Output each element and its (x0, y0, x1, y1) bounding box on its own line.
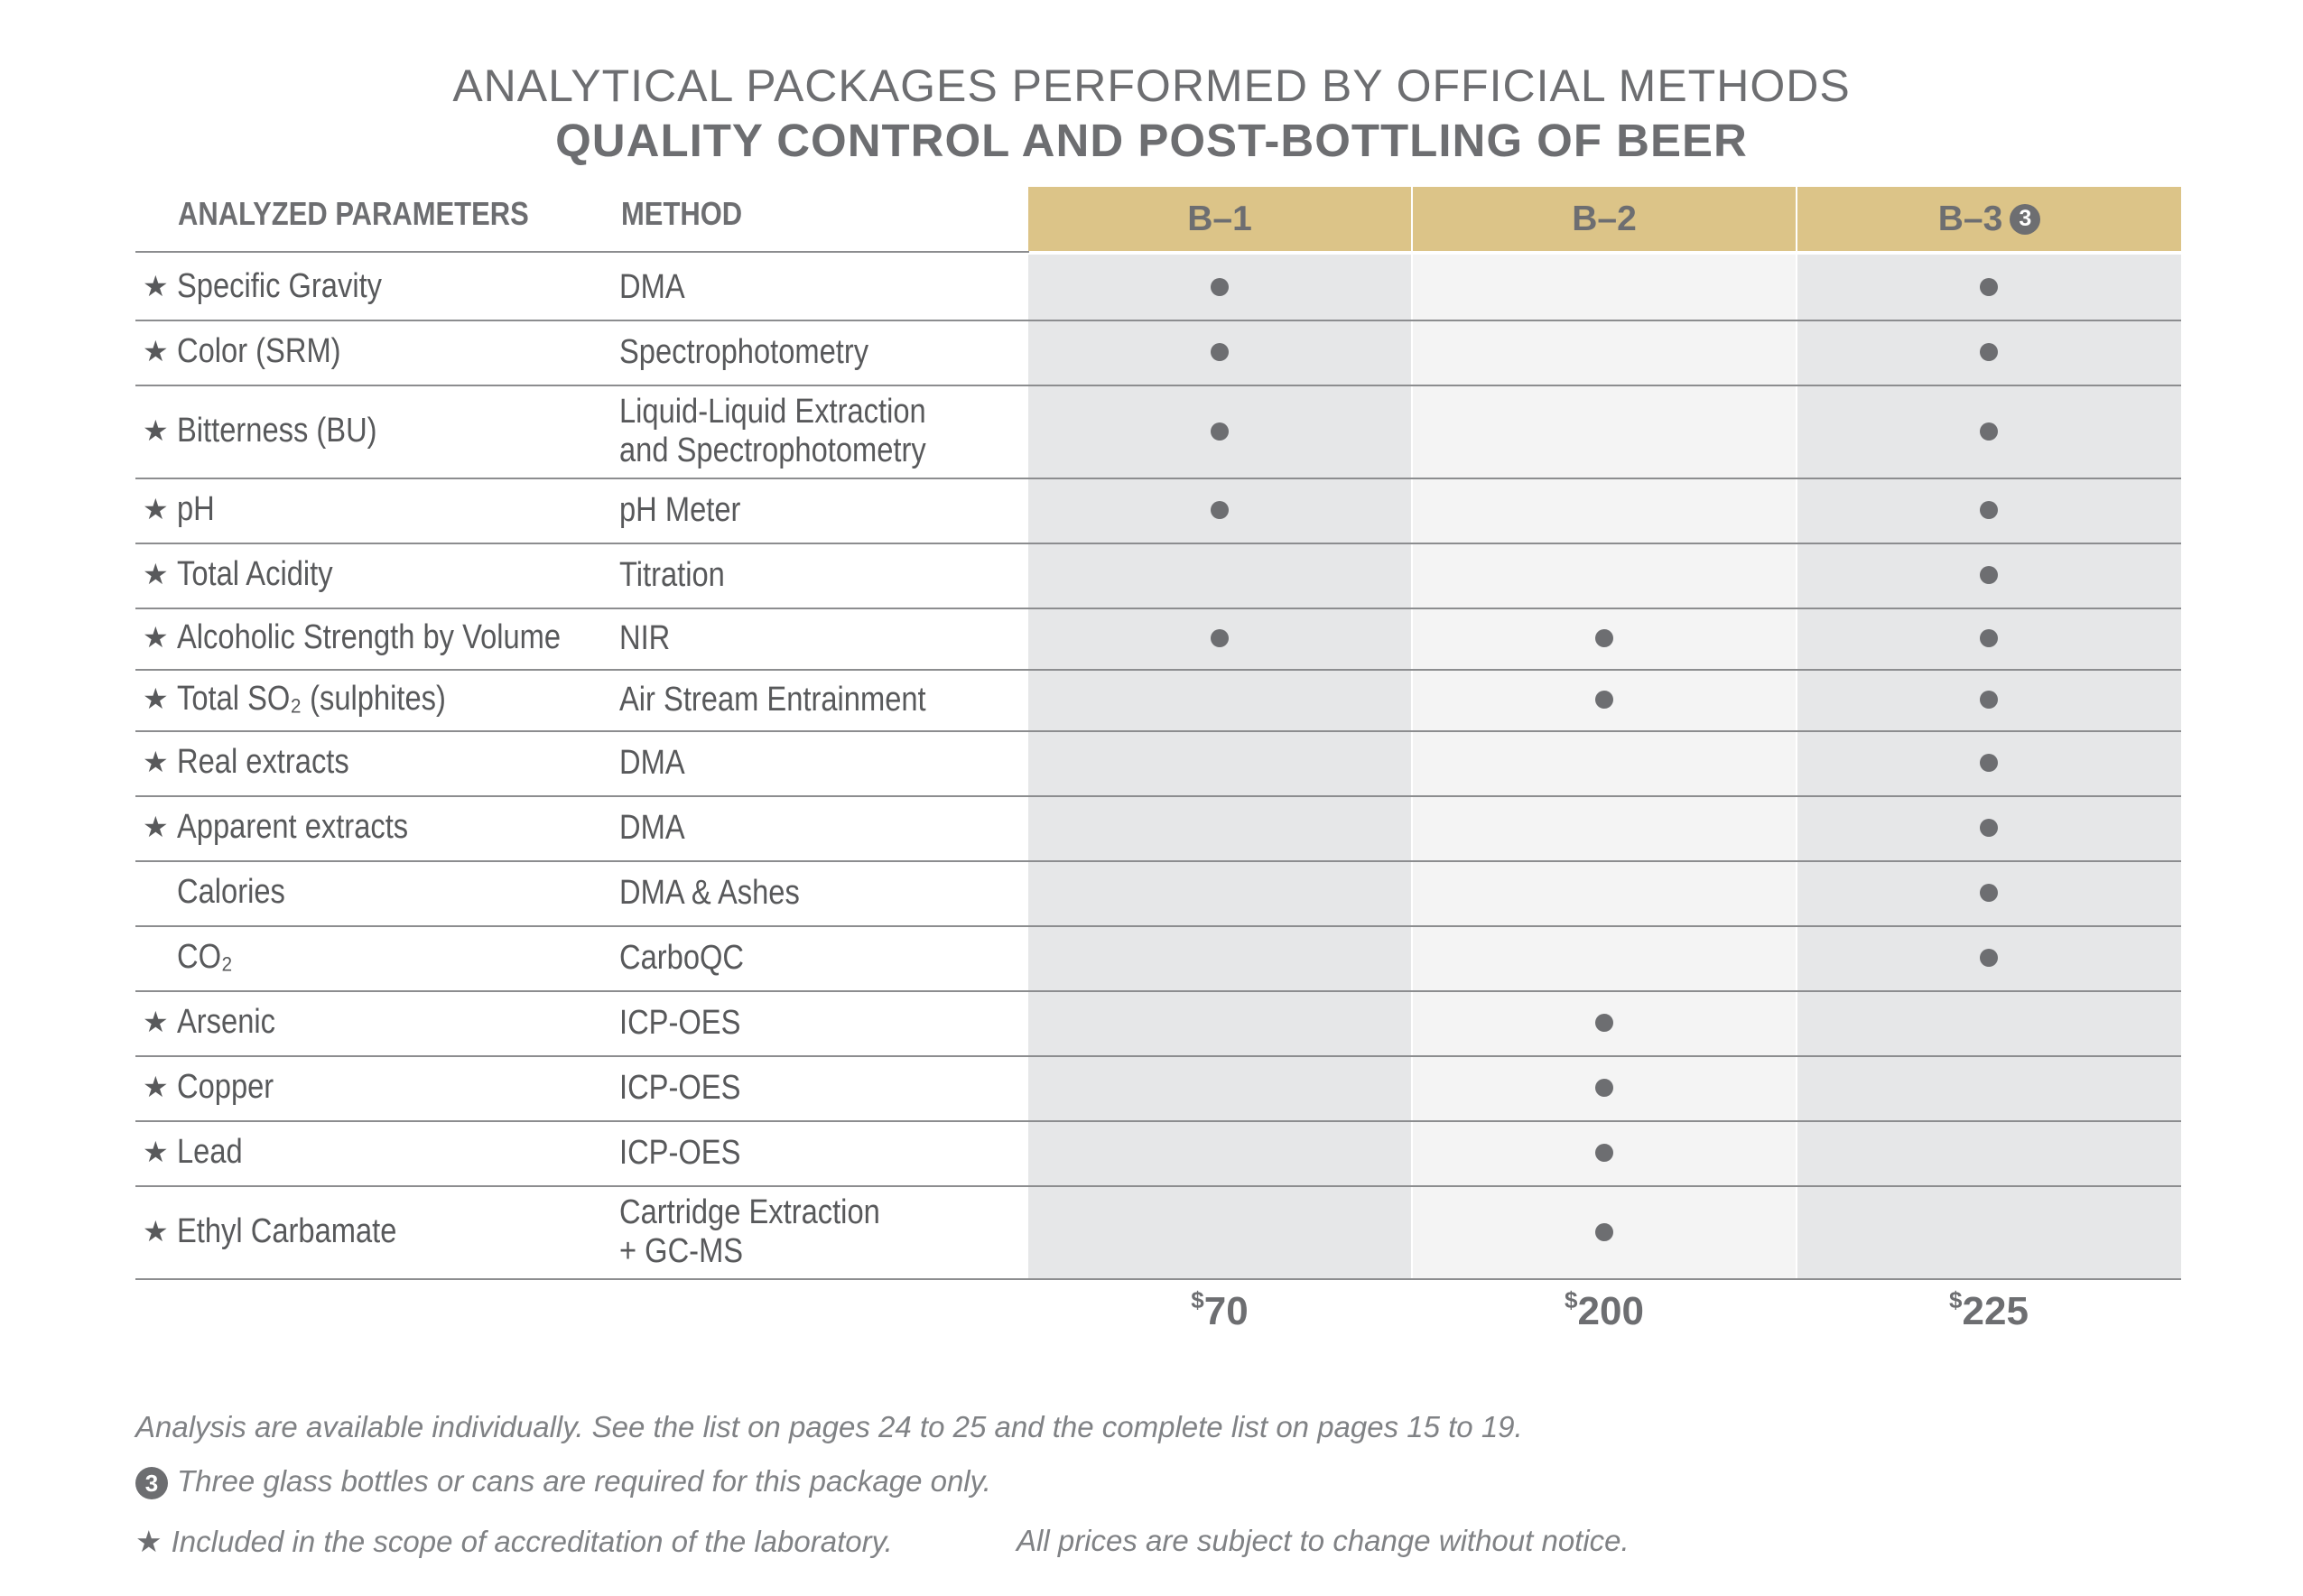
star-icon: ★ (143, 1071, 169, 1103)
row-divider (135, 925, 2181, 927)
included-dot-icon (1595, 1079, 1613, 1097)
star-icon: ★ (143, 811, 169, 843)
included-dot-icon (1595, 1223, 1613, 1241)
method-line: pH Meter (619, 490, 741, 529)
parameter-cell: Lead (177, 1133, 243, 1171)
header-analyzed-parameters: ANALYZED PARAMETERS (178, 195, 529, 232)
method-line: CarboQC (619, 938, 745, 977)
parameter-cell: Specific Gravity (177, 267, 383, 305)
included-dot-icon (1980, 629, 1998, 647)
method-line: Titration (619, 555, 725, 594)
method-cell (619, 556, 725, 595)
star-icon: ★ (143, 1136, 169, 1168)
row-divider (135, 543, 2181, 544)
method-cell (619, 681, 926, 719)
method-cell (619, 744, 685, 783)
three-bottles-icon: 3 (135, 1467, 168, 1499)
parameter-cell: Copper (177, 1068, 274, 1106)
price-b3 (1797, 1286, 2180, 1334)
star-icon: ★ (143, 413, 169, 447)
included-dot-icon (1211, 422, 1229, 441)
package-header-b2 (1413, 187, 1796, 251)
row-divider (135, 669, 2181, 671)
row-divider (135, 478, 2181, 479)
row-divider (135, 860, 2181, 862)
included-dot-icon (1980, 819, 1998, 837)
included-dot-icon (1211, 501, 1229, 519)
price-b1-currency: $ (1191, 1286, 1204, 1313)
included-dot-icon (1980, 884, 1998, 902)
included-dot-icon (1211, 278, 1229, 296)
method-line: Cartridge Extraction (619, 1192, 880, 1231)
parameter-cell: Ethyl Carbamate (177, 1211, 397, 1250)
included-dot-icon (1980, 422, 1998, 441)
included-dot-icon (1595, 1144, 1613, 1162)
parameter-cell: Color (SRM) (177, 332, 341, 370)
header-method: METHOD (621, 195, 743, 232)
column-b1-background (1028, 255, 1411, 1280)
price-b2-amount: 200 (1577, 1289, 1644, 1333)
package-b3-label: B–3 (1937, 199, 2003, 238)
included-dot-icon (1980, 754, 1998, 772)
included-dot-icon (1980, 566, 1998, 584)
row-divider (135, 990, 2181, 992)
star-icon: ★ (143, 1214, 169, 1248)
method-cell (619, 333, 868, 372)
star-icon: ★ (135, 1525, 163, 1558)
method-line: Air Stream Entrainment (619, 680, 926, 719)
method-line: DMA (619, 267, 685, 306)
method-cell (619, 268, 685, 307)
star-icon: ★ (143, 558, 169, 590)
star-icon: ★ (143, 270, 169, 302)
method-line: DMA (619, 808, 685, 847)
included-dot-icon (1980, 278, 1998, 296)
method-line: Spectrophotometry (619, 332, 869, 371)
row-divider (135, 1120, 2181, 1122)
row-divider (135, 1185, 2181, 1187)
parameter-cell: pH (177, 490, 215, 528)
row-divider (135, 1278, 2181, 1280)
price-b3-amount: 225 (1962, 1289, 2029, 1333)
method-cell (619, 393, 926, 470)
included-dot-icon (1595, 1014, 1613, 1032)
parameter-cell: Apparent extracts (177, 808, 409, 846)
row-divider (135, 795, 2181, 797)
three-bottles-badge: 3 (2010, 204, 2040, 235)
method-line: and Spectrophotometry (619, 431, 926, 469)
method-cell (619, 491, 740, 530)
parameter-cell: Alcoholic Strength by Volume (177, 618, 562, 656)
parameter-cell: Calories (177, 873, 285, 911)
method-line: DMA & Ashes (619, 873, 800, 912)
price-b2 (1413, 1286, 1796, 1334)
star-icon: ★ (143, 335, 169, 367)
method-cell (619, 1193, 880, 1271)
method-cell (619, 874, 800, 913)
row-divider (135, 1055, 2181, 1057)
method-line: ICP-OES (619, 1133, 741, 1172)
method-line: + GC-MS (619, 1231, 744, 1270)
package-header-b3 (1797, 187, 2181, 251)
method-line: DMA (619, 743, 685, 782)
method-line: Liquid-Liquid Extraction (619, 392, 926, 431)
price-b2-currency: $ (1565, 1286, 1578, 1313)
price-b3-currency: $ (1949, 1286, 1963, 1313)
row-divider (135, 385, 2181, 386)
parameter-cell: Total SO₂ (sulphites) (177, 680, 446, 718)
method-line: ICP-OES (619, 1068, 741, 1107)
note-three-bottles-text: Three glass bottles or cans are required for this package only. (177, 1464, 991, 1498)
parameter-cell: Arsenic (177, 1003, 275, 1041)
method-cell (619, 939, 744, 978)
package-header-b1 (1028, 187, 1411, 251)
note-three-bottles (135, 1464, 991, 1499)
included-dot-icon (1980, 501, 1998, 519)
parameter-cell: CO₂ (177, 938, 233, 976)
parameter-cell: Real extracts (177, 743, 349, 781)
row-divider (135, 320, 2181, 321)
included-dot-icon (1980, 691, 1998, 709)
star-icon: ★ (143, 493, 169, 525)
price-b1 (1028, 1286, 1411, 1334)
method-cell (619, 809, 685, 848)
method-cell (619, 1134, 740, 1173)
parameter-cell: Bitterness (BU) (177, 411, 377, 450)
page-title-line2: QUALITY CONTROL AND POST-BOTTLING OF BEER (555, 115, 1748, 166)
method-line: NIR (619, 618, 671, 657)
note-prices-disclaimer: All prices are subject to change without notice. (1017, 1524, 1630, 1557)
star-icon: ★ (143, 682, 169, 715)
package-b1-label: B–1 (1187, 199, 1252, 238)
included-dot-icon (1595, 691, 1613, 709)
note-accreditation-text: Included in the scope of accreditation of the laboratory. (171, 1525, 893, 1558)
included-dot-icon (1980, 949, 1998, 967)
package-b2-label: B–2 (1572, 199, 1637, 238)
header-divider (135, 251, 1029, 253)
row-divider (135, 730, 2181, 732)
method-cell (619, 1069, 740, 1108)
note-accreditation (135, 1524, 893, 1559)
note-individual-analysis: Analysis are available individually. See the list on pages 24 to 25 and the complete list on pages 15 to 19. (135, 1410, 1523, 1443)
page-title-line1: ANALYTICAL PACKAGES PERFORMED BY OFFICIAL METHODS (452, 60, 1851, 111)
row-divider (135, 608, 2181, 609)
method-cell (619, 1004, 740, 1043)
included-dot-icon (1595, 629, 1613, 647)
price-b1-amount: 70 (1203, 1289, 1249, 1333)
star-icon: ★ (143, 746, 169, 778)
parameter-cell: Total Acidity (177, 555, 333, 593)
included-dot-icon (1211, 629, 1229, 647)
included-dot-icon (1211, 343, 1229, 361)
star-icon: ★ (143, 1006, 169, 1038)
column-b2-background (1413, 255, 1796, 1280)
method-cell (619, 619, 670, 658)
included-dot-icon (1980, 343, 1998, 361)
method-line: ICP-OES (619, 1003, 741, 1042)
star-icon: ★ (143, 621, 169, 654)
